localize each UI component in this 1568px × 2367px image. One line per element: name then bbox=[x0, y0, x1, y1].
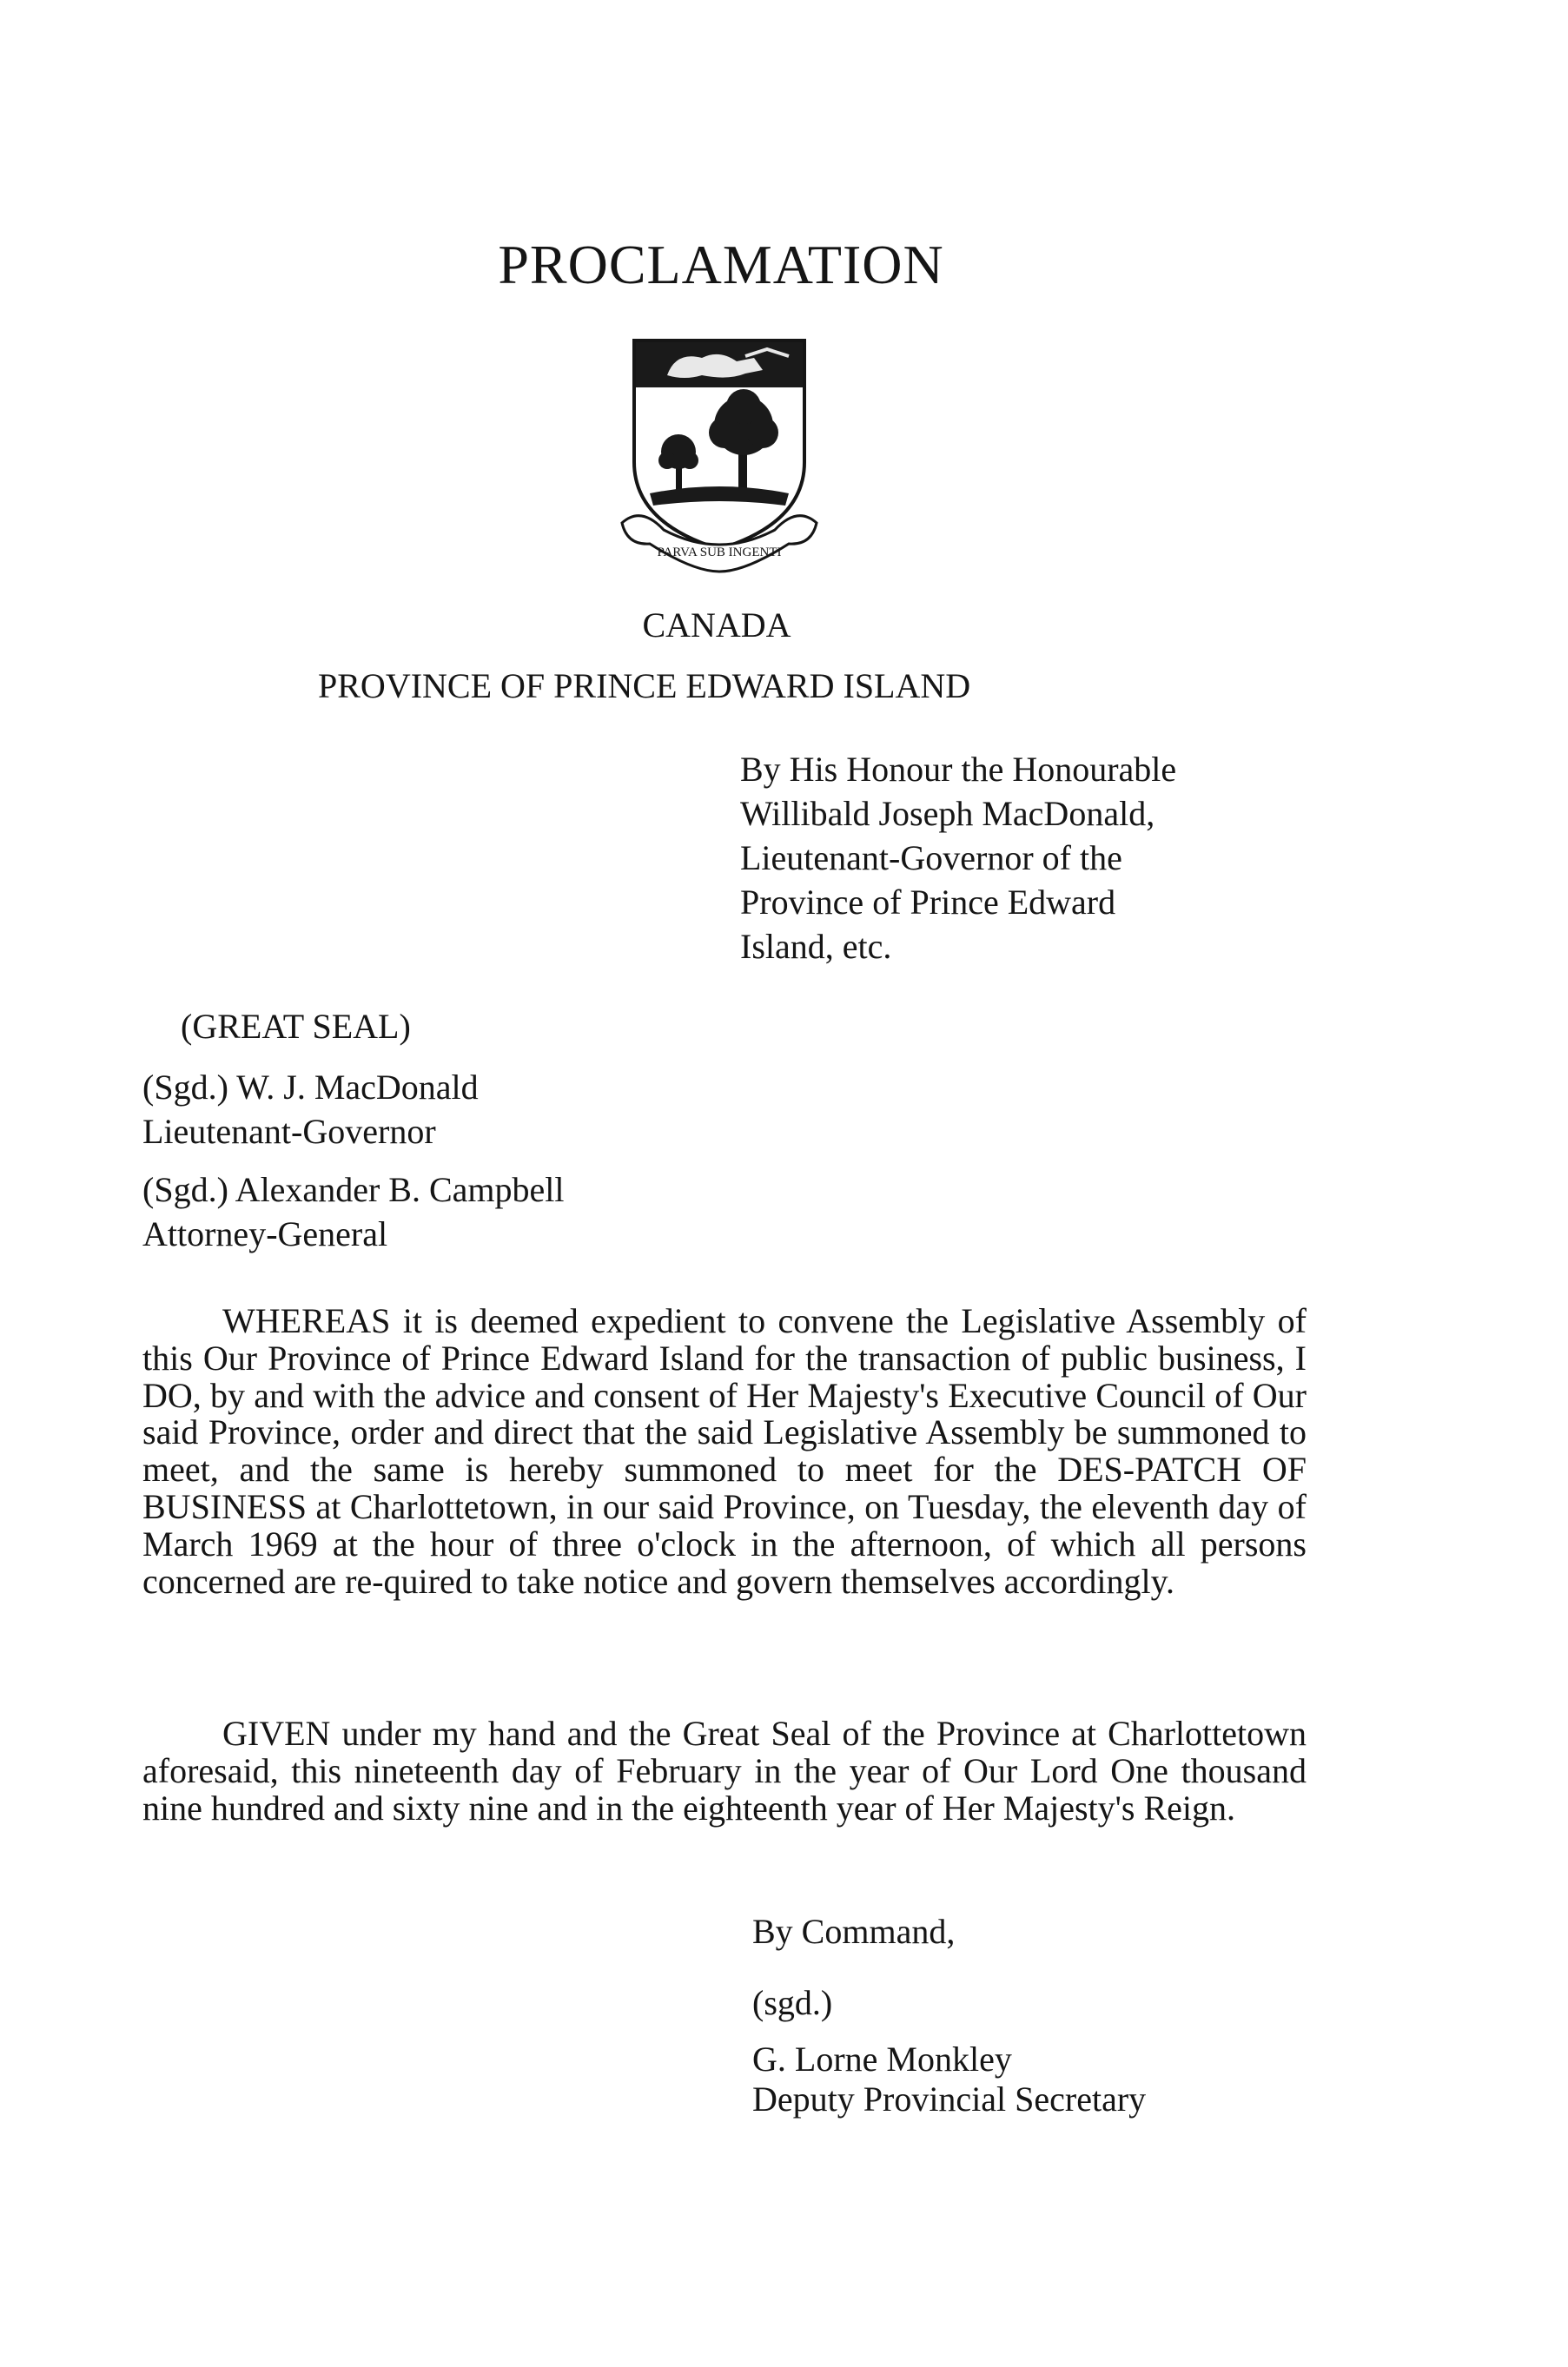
issuer-line: Island, etc. bbox=[740, 927, 892, 966]
issuer-block bbox=[740, 747, 1176, 969]
signer-title: Deputy Provincial Secretary bbox=[752, 2079, 1147, 2119]
secretary-signature-block bbox=[752, 2040, 1146, 2119]
signatory-attorney-general bbox=[142, 1167, 564, 1256]
issuer-line: By His Honour the Honourable bbox=[740, 750, 1177, 789]
page-title: PROCLAMATION bbox=[498, 234, 944, 295]
whereas-paragraph: WHEREAS it is deemed expedient to convene the Legislative Assembly of this Our Province of Prince Edward Island for the transaction of public business, I DO, by and with the advice and consent of Her Majesty's Executive Council of Our said Province, order and direct that the said Legislative Assembly be summoned to meet, and the same is hereby summoned to meet for the DES-PATCH OF BUSINESS at Charlottetown, in our said Province, on Tuesday, the eleventh day of March 1969 at the hour of three o'clock in the afternoon, of which all persons concerned are re-quired to take notice and govern themselves accordingly. bbox=[142, 1301, 1307, 1601]
issuer-line: Province of Prince Edward bbox=[740, 883, 1116, 922]
pei-coat-of-arms-icon bbox=[615, 332, 824, 575]
given-paragraph: GIVEN under my hand and the Great Seal of the Province at Charlottetown aforesaid, this nineteenth day of February in the year of Our Lord One thousand nine hundred and sixty nine and in the eighteenth year of Her Majesty's Reign. bbox=[142, 1714, 1307, 1828]
signatory-name: (Sgd.) Alexander B. Campbell bbox=[142, 1170, 565, 1209]
signatory-title: Attorney-General bbox=[142, 1214, 388, 1253]
issuer-line: Willibald Joseph MacDonald, bbox=[740, 794, 1155, 833]
signatory-governor bbox=[142, 1065, 479, 1154]
signer-name: G. Lorne Monkley bbox=[752, 2040, 1012, 2079]
great-seal-label: (GREAT SEAL) bbox=[181, 1007, 411, 1046]
by-command-label: By Command, bbox=[752, 1912, 956, 1951]
crest-motto: PARVA SUB INGENTI bbox=[657, 545, 782, 559]
signatory-name: (Sgd.) W. J. MacDonald bbox=[142, 1068, 479, 1107]
signatory-title: Lieutenant-Governor bbox=[142, 1112, 436, 1151]
province-heading: PROVINCE OF PRINCE EDWARD ISLAND bbox=[318, 666, 971, 705]
issuer-line: Lieutenant-Governor of the bbox=[740, 838, 1122, 877]
signed-label: (sgd.) bbox=[752, 1983, 833, 2022]
country-heading: CANADA bbox=[642, 605, 791, 645]
